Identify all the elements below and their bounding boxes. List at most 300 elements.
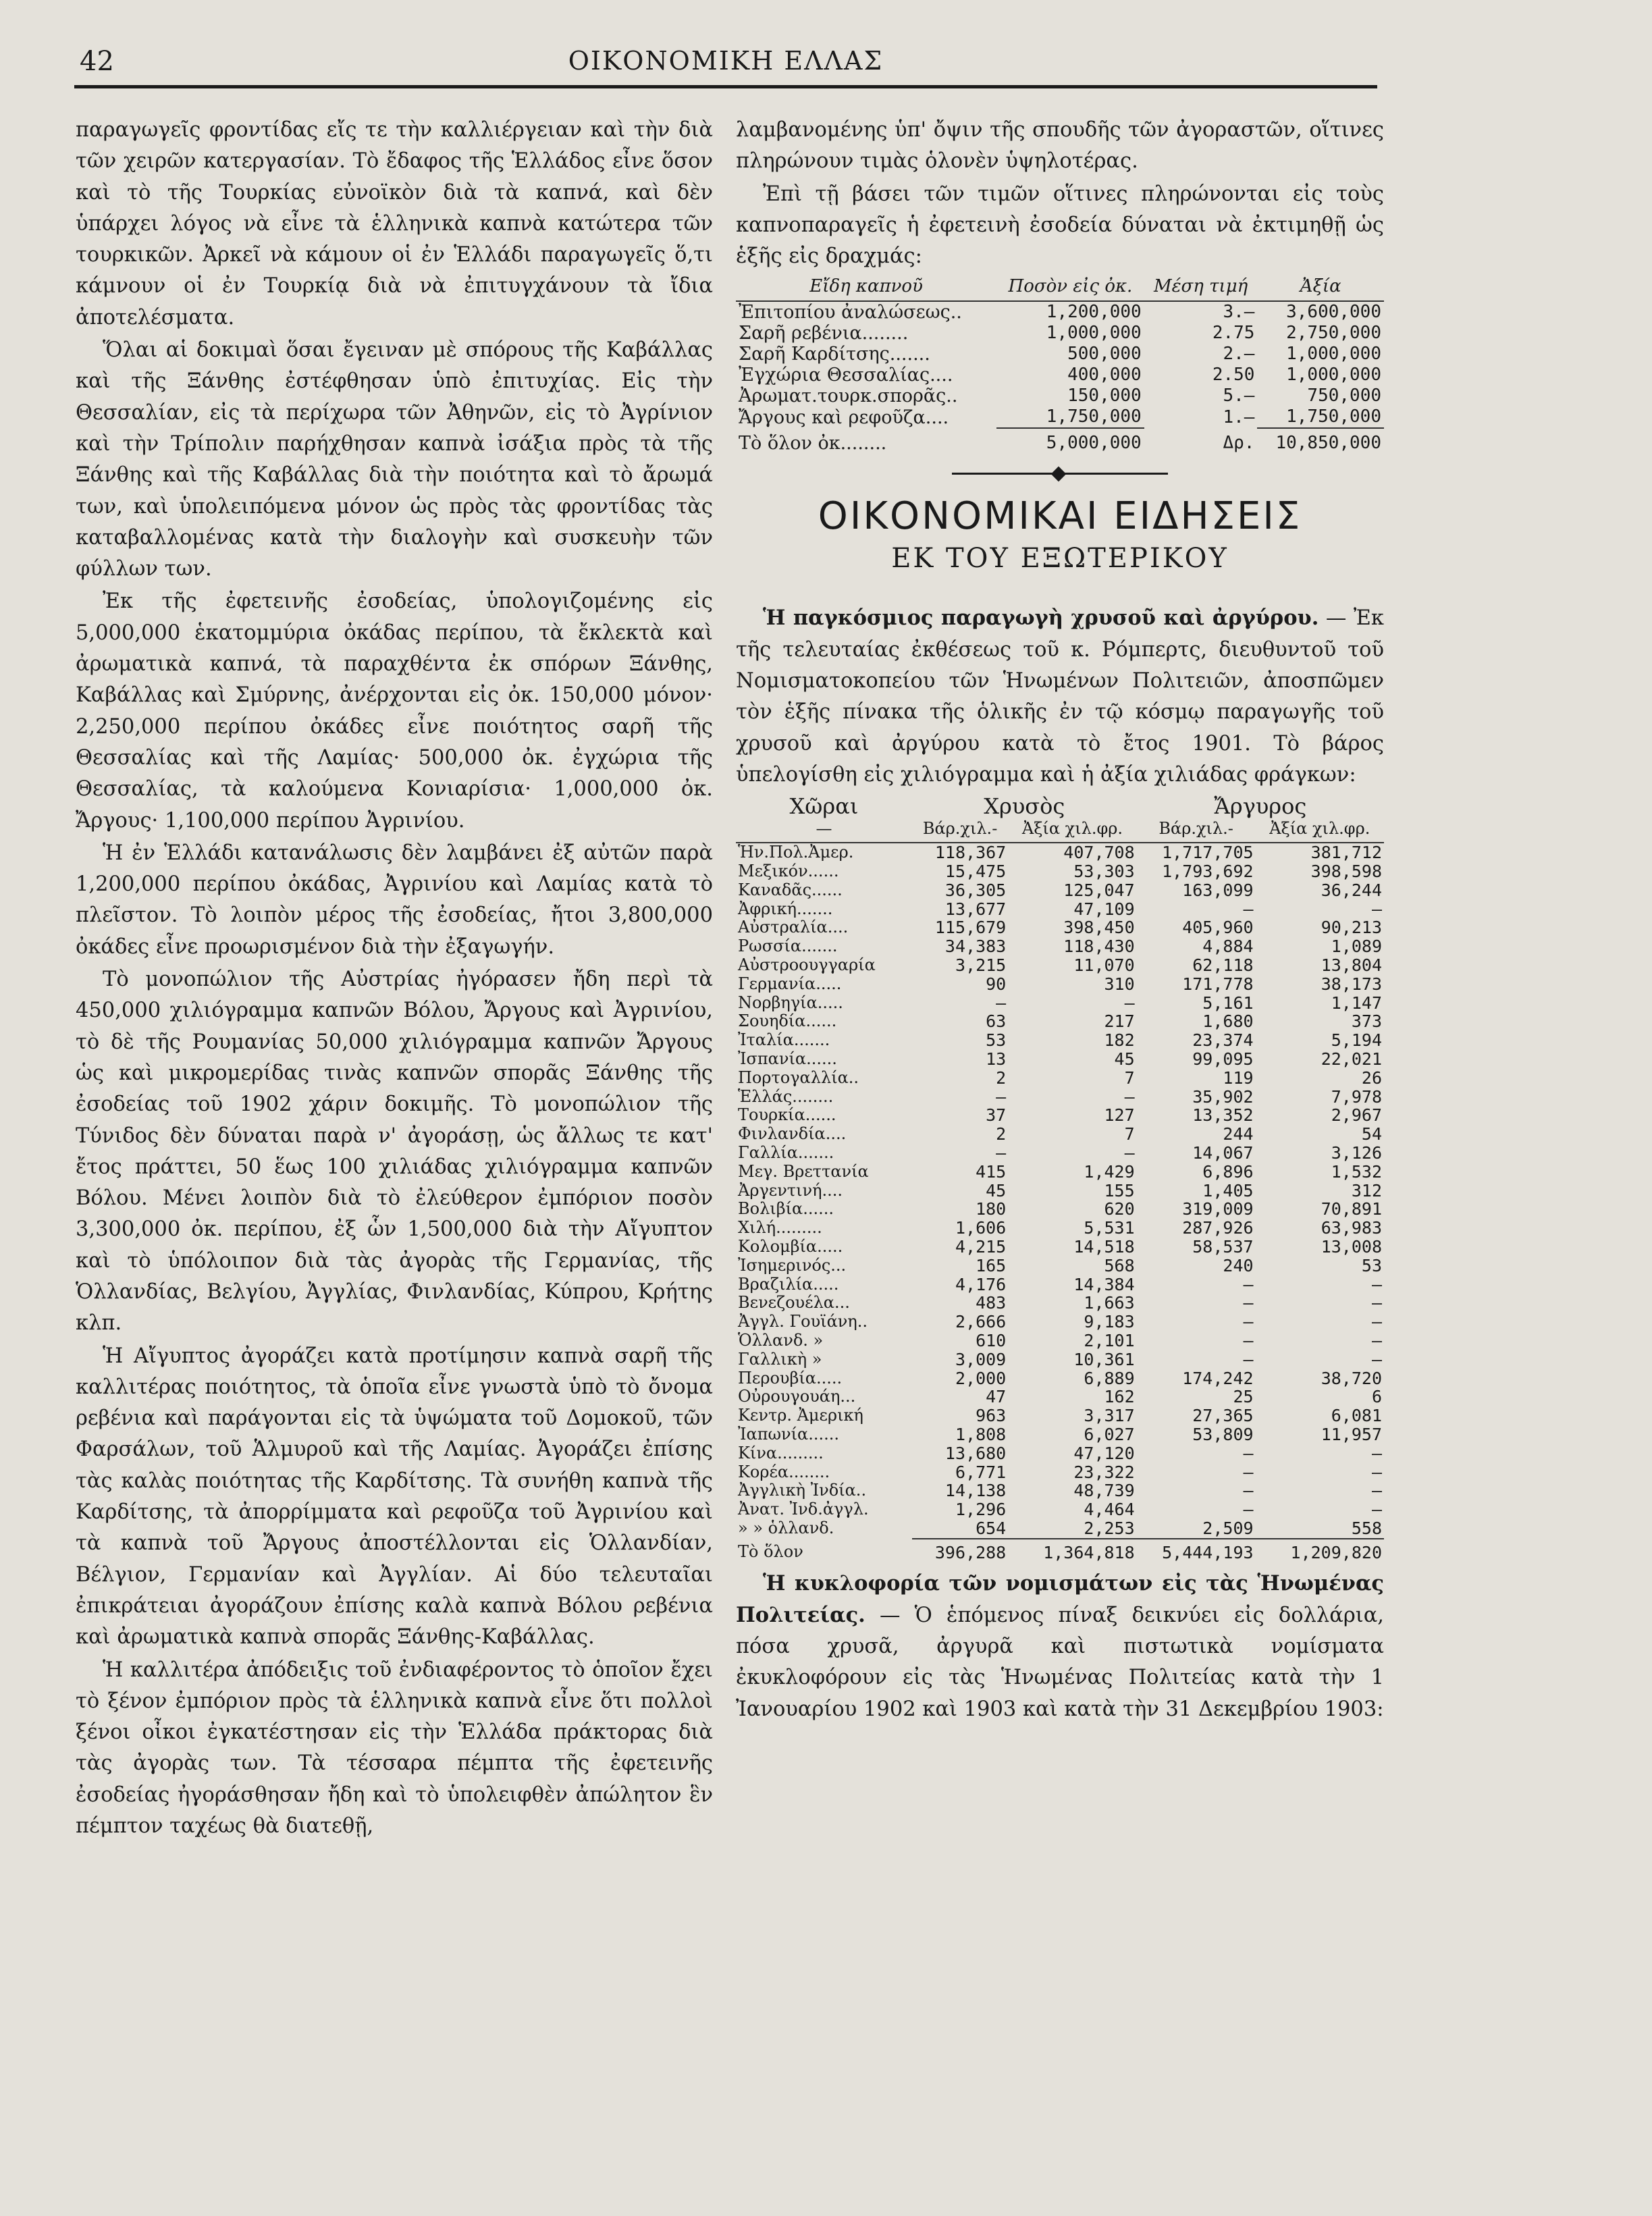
table-cell: 35,902 (1192, 1086, 1254, 1107)
table-cell: 118,430 (1063, 936, 1135, 957)
table-subheader: Ἀξία χιλ.φρ. (1256, 819, 1384, 843)
tobacco-kind: Ἄργους καὶ ρεφοῦζα.... (739, 406, 949, 428)
table-cell: — (1371, 1293, 1382, 1313)
table-row (736, 323, 1384, 344)
table-cell: 9,183 (1084, 1312, 1135, 1332)
table-cell: — (996, 1086, 1007, 1107)
country-name: Σουηδία...... (738, 1011, 837, 1031)
table-cell: 63 (986, 1011, 1007, 1032)
table-row (736, 1163, 1384, 1182)
table-cell: 180 (976, 1199, 1007, 1219)
table-cell: 125,047 (1063, 880, 1135, 900)
table-cell: 3,317 (1084, 1406, 1135, 1426)
total-prefix: Δρ. (1223, 432, 1255, 453)
table-cell: 163,099 (1182, 880, 1254, 900)
table-cell: 2 (996, 1067, 1007, 1088)
table-cell: 26 (1361, 1067, 1382, 1088)
table-cell: — (1243, 1274, 1254, 1294)
table-cell: 1,000,000 (1286, 365, 1381, 386)
table-row (736, 843, 1384, 862)
country-name: Περουβία..... (738, 1368, 843, 1388)
table-row (736, 1313, 1384, 1331)
table-row (736, 1069, 1384, 1088)
table-row (736, 386, 1384, 406)
table-cell: 4,176 (955, 1274, 1007, 1294)
table-cell: — (1124, 993, 1135, 1013)
table-row (736, 918, 1384, 937)
table-row (736, 881, 1384, 900)
table-cell: 119 (1223, 1067, 1254, 1088)
table-cell: 654 (976, 1518, 1007, 1538)
table-cell: 3,600,000 (1286, 302, 1381, 323)
total-cell: 1,209,820 (1256, 1539, 1384, 1562)
table-row (736, 1294, 1384, 1313)
table-cell: 1,429 (1084, 1161, 1135, 1182)
country-name: Αὐστραλία.... (738, 918, 849, 937)
table-cell: 23,374 (1192, 1030, 1254, 1051)
table-cell: 3,126 (1331, 1143, 1382, 1163)
table-cell: 13 (986, 1049, 1007, 1070)
paragraph: Ἐκ τῆς ἐφετεινῆς ἐσοδείας, ὑπολογιζομένης εἰς 5,000,000 ἑκατομμύρια ὀκάδας περίπου, τὰ ἔκλεκτὰ καὶ ἀρωματικὰ καπνά, τὰ παραχθέντα ἐκ σπόρων Ξάνθης, Καβάλλας καὶ Σμύρνης, ἀνέρχονται εἰς ὀκ. 150,000 μόνον· 2,250,000 περίπου ὀκάδες εἶνε ποιότητος σαρῆ τῆς Θεσσαλίας καὶ τῆς Λαμίας· 500,000 ὀκ. ἐγχώρια τῆς Θεσσαλίας, τὰ καλούμενα Κονιαρίσια· 1,000,000 ὀκ. Ἄργους· 1,100,000 περίπου Ἀγρινίου. (76, 589, 713, 833)
table-cell: 1,717,705 (1162, 843, 1254, 863)
table-cell: 63,983 (1321, 1218, 1382, 1238)
country-name: Ἀνατ. Ἰνδ.ἀγγλ. (738, 1500, 869, 1519)
table-cell: 174,242 (1182, 1368, 1254, 1388)
table-cell: 45 (986, 1180, 1007, 1201)
tobacco-kind: Σαρῆ ρεβένια........ (739, 323, 909, 344)
table-cell: 38,173 (1321, 974, 1382, 994)
table-cell: 610 (976, 1330, 1007, 1350)
article-gold-silver (736, 602, 1384, 791)
table-cell: 90 (986, 974, 1007, 994)
table-cell: 7,978 (1331, 1086, 1382, 1107)
total-label: Τὸ ὅλον (738, 1542, 803, 1562)
total-cell: 1,364,818 (1008, 1539, 1136, 1562)
country-name: Ἡν.Πολ.Ἀμερ. (738, 843, 854, 862)
country-name: Βολιβία...... (738, 1199, 834, 1219)
table-cell: — (1371, 1312, 1382, 1332)
table-cell: 319,009 (1182, 1199, 1254, 1219)
table-row (736, 406, 1384, 428)
article-title: Ἡ παγκόσμιος παραγωγὴ χρυσοῦ καὶ ἀργύρου. (763, 606, 1319, 631)
article-title: Ἡ κυκλοφορία τῶν νομισμάτων εἰς τὰς Ἡνωμένας Πολιτείας. (736, 1571, 1384, 1627)
table-cell: 14,138 (944, 1481, 1007, 1501)
table-cell: 1,750,000 (1286, 406, 1381, 427)
table-cell: 10,361 (1073, 1349, 1135, 1369)
table-subheader: Βάρ.χιλ.- (912, 819, 1008, 843)
table-row (736, 1481, 1384, 1500)
table-cell: 6 (1371, 1387, 1382, 1407)
table-cell: 47,109 (1073, 899, 1135, 919)
country-name: Ἰαπωνία...... (738, 1424, 840, 1444)
table-row (736, 937, 1384, 956)
country-name: Βενεζουέλα... (738, 1293, 850, 1313)
table-cell: 1.— (1223, 406, 1255, 427)
total-label: Τὸ ὅλον ὀκ........ (739, 432, 887, 454)
table-cell: 13,677 (944, 899, 1007, 919)
table-cell: 6,771 (955, 1462, 1007, 1482)
table-row (736, 1106, 1384, 1125)
paragraph: Τὸ μονοπώλιον τῆς Αὐστρίας ἠγόρασεν ἤδη περὶ τὰ 450,000 χιλιόγραμμα καπνῶν Βόλου, Ἄργους καὶ Ἀγρινίου, τὸ δὲ τῆς Ρουμανίας 50,000 χιλιόγραμμα καπνῶν Ἄργους ὡς καὶ μικρομερίδας τινὰς καπνῶν σπορᾶς Ξάνθης τῆς ἐσοδείας τοῦ 1902 χάριν δοκιμῆς. Τὸ μονοπώλιον τῆς Τύνιδος δὲν δύναται παρὰ ν' ἀγοράσῃ, ὡς ἄλλως τε κατ' ἔτος πράττει, 50 ἕως 100 χιλιάδας χιλιόγραμμα καπνῶν Βόλου. Μένει λοιπὸν διὰ τὸ ἐλεύθερον ἐμπόριον ποσὸν 3,300,000 ὀκ. περίπου, ἐξ ὧν 1,500,000 διὰ τὴν Αἴγυπτον καὶ τὸ ὑπόλοιπον διὰ τὰς ἀγορὰς τῆς Γερμανίας, τῆς Ὁλλανδίας, Βελγίου, Ἀγγλίας, Φινλανδίας, Κύπρου, Κρήτης κλπ. (76, 968, 713, 1336)
left-column (76, 115, 713, 1843)
country-name: Ἰσπανία...... (738, 1049, 837, 1069)
table-cell: 48,739 (1073, 1481, 1135, 1501)
table-row (736, 1012, 1384, 1031)
tobacco-value-table (736, 276, 1384, 454)
table-cell: 1,532 (1331, 1161, 1382, 1182)
table-cell: 1,147 (1331, 993, 1382, 1013)
table-row (736, 994, 1384, 1013)
country-name: Γερμανία..... (738, 974, 842, 993)
country-name: Ἀργεντινή.... (738, 1180, 843, 1200)
table-cell: 2,967 (1331, 1105, 1382, 1126)
table-cell: — (1371, 1500, 1382, 1520)
table-cell: — (1371, 1274, 1382, 1294)
table-cell: 2,509 (1202, 1518, 1254, 1538)
table-row (736, 1350, 1384, 1369)
table-cell: 36,305 (944, 880, 1007, 900)
table-row (736, 1238, 1384, 1257)
table-cell: 27,365 (1192, 1406, 1254, 1426)
table-cell: 34,383 (944, 936, 1007, 957)
table-cell: 2,666 (955, 1312, 1007, 1332)
table-cell: 5,531 (1084, 1218, 1135, 1238)
table-cell: 398,450 (1063, 918, 1135, 938)
table-cell: 1,793,692 (1162, 862, 1254, 882)
country-name: Γαλλία....... (738, 1143, 834, 1163)
table-cell: 2.— (1223, 344, 1255, 365)
table-cell: 1,200,000 (1046, 302, 1142, 323)
table-row (736, 1200, 1384, 1219)
country-name: Οὐρουγουάη... (738, 1387, 856, 1406)
country-name: Κεντρ. Ἀμερική (738, 1406, 863, 1425)
table-cell: 165 (976, 1255, 1007, 1275)
table-cell: 2.75 (1212, 323, 1255, 344)
table-row (736, 1031, 1384, 1050)
table-cell: 4,884 (1202, 936, 1254, 957)
table-header: Εἴδη καπνοῦ (736, 276, 996, 301)
table-total-row (736, 1539, 1384, 1562)
ornamental-divider (952, 467, 1168, 479)
table-cell: 500,000 (1067, 344, 1142, 365)
table-cell: 2,750,000 (1286, 323, 1381, 344)
article-body: — Ὁ ἑπόμενος πίναξ δεικνύει εἰς δολλάρια, πόσα χρυσᾶ, ἀργυρᾶ καὶ πιστωτικὰ νομίσματα ἐκυκλοφόρουν εἰς τὰς Ἡνωμένας Πολιτείας κατὰ τὴν 1 Ἰανουαρίου 1902 καὶ 1903 καὶ κατὰ τὴν 31 Δεκεμβρίου 1903: (736, 1603, 1384, 1721)
gold-silver-table (736, 793, 1384, 1562)
paragraph: Ὅλαι αἱ δοκιμαὶ ὅσαι ἔγειναν μὲ σπόρους τῆς Καβάλλας καὶ τῆς Ξάνθης ἐστέφθησαν ὑπὸ ἐπιτυχίας. Εἰς τὴν Θεσσαλίαν, εἰς τὰ περίχωρα τῶν Ἀθηνῶν, εἰς τὸ Ἀγρίνιον καὶ τὴν Τρίπολιν παρήχθησαν καπνὰ ἰσάξια πρὸς τὰ τῆς Ξάνθης καὶ τῆς Καβάλλας διὰ τὴν ποιότητα καὶ τὸ ἄρωμά των, καὶ ὑπολειπόμενα μόνον ὡς πρὸς τὰς φροντίδας τὰς καταβαλλομένας κατὰ τὴν διαλογὴν καὶ συσκευὴν τῶν φύλλων των. (76, 338, 713, 581)
table-cell: — (1243, 1293, 1254, 1313)
header-rule (74, 85, 1377, 88)
gold-table-body (736, 843, 1384, 1562)
table-cell: 2,101 (1084, 1330, 1135, 1350)
table-cell: 415 (976, 1161, 1007, 1182)
table-cell: — (1371, 1349, 1382, 1369)
country-name: Κολομβία..... (738, 1237, 843, 1256)
table-cell: 53,809 (1192, 1424, 1254, 1444)
table-row (736, 1125, 1384, 1144)
country-name: Ἑλλάς........ (738, 1086, 834, 1106)
table-row (736, 1144, 1384, 1163)
table-cell: 2,253 (1084, 1518, 1135, 1538)
table-row (736, 1519, 1384, 1539)
table-cell: 53,303 (1073, 862, 1135, 882)
table-cell: 373 (1351, 1011, 1382, 1032)
table-header: Χρυσὸς (984, 793, 1065, 820)
running-title: ΟΙΚΟΝΟΜΙΚΗ ΕΛΛΑΣ (568, 46, 884, 76)
table-subheader: Ἀξία χιλ.φρ. (1008, 819, 1136, 843)
table-cell: 963 (976, 1406, 1007, 1426)
table-row (736, 1257, 1384, 1275)
table-cell: 1,680 (1202, 1011, 1254, 1032)
table-cell: — (1243, 1462, 1254, 1482)
total-quantity: 5,000,000 (996, 428, 1144, 454)
table-cell: 11,070 (1073, 955, 1135, 976)
table-cell: — (1243, 1330, 1254, 1350)
table-cell: 14,518 (1073, 1237, 1135, 1257)
table-cell: 7 (1124, 1124, 1135, 1144)
table-cell: — (1243, 1500, 1254, 1520)
table-cell: 155 (1104, 1180, 1135, 1201)
table-cell: 171,778 (1182, 974, 1254, 994)
table-cell: 1,000,000 (1286, 344, 1381, 365)
table-cell: 182 (1104, 1030, 1135, 1051)
table-cell: 5,194 (1331, 1030, 1382, 1051)
table-cell: 483 (976, 1293, 1007, 1313)
country-name: Νορβηγία..... (738, 993, 843, 1012)
table-row (736, 1275, 1384, 1294)
table-row (736, 1088, 1384, 1107)
table-cell: 1,089 (1331, 936, 1382, 957)
table-cell: 750,000 (1307, 386, 1381, 406)
table-cell: 5.— (1223, 386, 1255, 406)
table-header: Ποσὸν εἰς ὀκ. (996, 276, 1144, 301)
table-cell: 244 (1223, 1124, 1254, 1144)
table-cell: 558 (1351, 1518, 1382, 1538)
paragraph: παραγωγεῖς φροντίδας εἴς τε τὴν καλλιέργειαν καὶ τὴν διὰ τῶν χειρῶν κατεργασίαν. Τὸ ἔδαφος τῆς Ἑλλάδος εἶνε ὅσον καὶ τὸ τῆς Τουρκίας εὐνοϊκὸν διὰ τὰ καπνά, καὶ δὲν ὑπάρχει λόγος νὰ εἶνε τὰ ἑλληνικὰ καπνὰ κατώτερα τῶν τουρκικῶν. Ἀρκεῖ νὰ κάμουν οἱ ἐν Ἑλλάδι παραγωγεῖς ὅ,τι κάμνουν οἱ ἐν Τουρκίᾳ διὰ νὰ ἐπιτυγχάνουν τὰ ἴδια ἀποτελέσματα. (76, 118, 713, 329)
table-cell: — (1243, 1443, 1254, 1463)
table-cell: 22,021 (1321, 1049, 1382, 1070)
country-name: Βραζιλία..... (738, 1274, 839, 1294)
paragraph: Ἡ καλλιτέρα ἀπόδειξις τοῦ ἐνδιαφέροντος τὸ ὁποῖον ἔχει τὸ ξένον ἐμπόριον πρὸς τὰ ἑλληνικὰ καπνὰ εἶνε ὅτι πολλοὶ ξένοι οἶκοι ἐγκατέστησαν εἰς τὴν Ἑλλάδα πράκτορας διὰ τὰς ἀγορὰς των. Τὰ τέσσαρα πέμπτα τῆς ἐφετεινῆς ἐσοδείας ἠγοράσθησαν ἤδη καὶ τὸ ὑπολειφθὲν ἀπώλητον ἓν πέμπτον ταχέως θὰ διατεθῇ, (76, 1658, 713, 1839)
table-cell: 13,008 (1321, 1237, 1382, 1257)
table-cell: 1,663 (1084, 1293, 1135, 1313)
table-row (736, 1369, 1384, 1388)
table-cell: 99,095 (1192, 1049, 1254, 1070)
page-number: 42 (80, 46, 114, 77)
country-name: Ἰσημερινός... (738, 1255, 847, 1275)
table-cell: — (1371, 1462, 1382, 1482)
country-name: Μεξικόν...... (738, 862, 839, 881)
table-cell: 7 (1124, 1067, 1135, 1088)
table-row (736, 1500, 1384, 1519)
tobacco-kind: Σαρῆ Καρδίτσης....... (739, 344, 930, 365)
divider-diamond (1051, 467, 1067, 482)
table-cell: 3.— (1223, 302, 1255, 323)
table-row (736, 956, 1384, 975)
table-header: Ἀξία (1257, 276, 1384, 301)
table-cell: — (1371, 1330, 1382, 1350)
table-cell: — (1243, 899, 1254, 919)
table-cell: 47 (986, 1387, 1007, 1407)
table-cell: 400,000 (1067, 365, 1142, 386)
table-cell: 240 (1223, 1255, 1254, 1275)
table-cell: 13,804 (1321, 955, 1382, 976)
country-name: Ἀφρική....... (738, 899, 833, 918)
article-currency (736, 1568, 1384, 1725)
paragraph: λαμβανομένης ὑπ' ὄψιν τῆς σπουδῆς τῶν ἀγοραστῶν, οἵτινες πληρώνουν τιμὰς ὁλονὲν ὑψηλοτέρας. (736, 118, 1384, 174)
table-cell: 53 (1361, 1255, 1382, 1275)
table-subheader: — (736, 819, 912, 843)
tobacco-kind: Ἐγχώρια Θεσσαλίας.... (739, 365, 953, 386)
country-name: Τουρκία...... (738, 1105, 836, 1125)
table-cell: 23,322 (1073, 1462, 1135, 1482)
table-cell: — (1243, 1312, 1254, 1332)
table-cell: 381,712 (1310, 843, 1382, 863)
country-name: Ἀγγλ. Γουϊάνη.. (738, 1312, 868, 1331)
table-cell: 6,889 (1084, 1368, 1135, 1388)
country-name: Πορτογαλλία.. (738, 1067, 859, 1087)
table-total-row (736, 428, 1384, 454)
table-cell: 14,384 (1073, 1274, 1135, 1294)
table-subheader: Βάρ.χιλ.- (1137, 819, 1256, 843)
total-value: 10,850,000 (1257, 428, 1384, 454)
table-row (736, 975, 1384, 994)
table-cell: 54 (1361, 1124, 1382, 1144)
paragraph: Ἐπὶ τῇ βάσει τῶν τιμῶν οἵτινες πληρώνονται εἰς τοὺς καπνοπαραγεῖς ἡ ἐφετεινὴ ἐσοδεία δύναται νὰ ἐκτιμηθῇ ὡς ἑξῆς εἰς δραχμάς: (736, 182, 1384, 269)
country-name: Ρωσσία....... (738, 936, 838, 956)
table-row (736, 1406, 1384, 1425)
table-row (736, 365, 1384, 386)
table-cell: 1,296 (955, 1500, 1007, 1520)
table-cell: 4,215 (955, 1237, 1007, 1257)
table-cell: 118,367 (934, 843, 1007, 863)
table-cell: 5,161 (1202, 993, 1254, 1013)
table-cell: — (1371, 1443, 1382, 1463)
table-cell: 287,926 (1182, 1218, 1254, 1238)
table-row (736, 1444, 1384, 1463)
table-cell: 407,708 (1063, 843, 1135, 863)
table-cell: 1,606 (955, 1218, 1007, 1238)
country-name: Χιλή......... (738, 1218, 822, 1238)
table-cell: — (1243, 1481, 1254, 1501)
table-cell: 3,215 (955, 955, 1007, 976)
table-header: Χῶραι (789, 793, 859, 820)
section-subtitle: ΕΚ ΤΟΥ ΕΞΩΤΕΡΙΚΟΥ (891, 543, 1229, 575)
table-cell: — (1243, 1349, 1254, 1369)
table-cell: — (1124, 1143, 1135, 1163)
country-name: Γαλλικὴ » (738, 1349, 822, 1369)
section-title: ΟΙΚΟΝΟΜΙΚΑΙ ΕΙΔΗΣΕΙΣ (818, 494, 1302, 539)
table-cell: 36,244 (1321, 880, 1382, 900)
country-name: Καναδᾶς...... (738, 880, 843, 899)
country-name: Μεγ. Βρεττανία (738, 1161, 869, 1181)
table-cell: 38,720 (1321, 1368, 1382, 1388)
table-cell: 6,896 (1202, 1161, 1254, 1182)
table-cell: 2 (996, 1124, 1007, 1144)
table-cell: 568 (1104, 1255, 1135, 1275)
table-cell: 11,957 (1321, 1424, 1382, 1444)
table-cell: 53 (986, 1030, 1007, 1051)
table-cell: — (1124, 1086, 1135, 1107)
country-name: Ὁλλανδ. » (738, 1330, 824, 1350)
paragraph: Ἡ Αἴγυπτος ἀγοράζει κατὰ προτίμησιν καπνὰ σαρῆ τῆς καλλιτέρας ποιότητος, τὰ ὁποῖα εἶνε γνωστὰ ὑπὸ τὸ ὄνομα ρεβένια καὶ παράγονται εἰς τὰ ὑψώματα τοῦ Δομοκοῦ, τῶν Φαρσάλων, τοῦ Ἁλμυροῦ καὶ τῆς Λαμίας. Ἀγοράζει ἐπίσης τὰς καλὰς ποιότητας τῆς Καρδίτσης. Τὰ συνήθη καπνὰ τῆς Καρδίτσης, τὰ ἀπορρίμματα καὶ ρεφοῦζα τοῦ Ἀγρινίου καὶ τὰ καπνὰ τοῦ Ἄργους ἀποστέλλονται εἰς Ὁλλανδίαν, Βέλγιον, Γερμανίαν καὶ Ἀγγλίαν. Αἱ δύο τελευταῖαι ἐπικράτειαι ἀγοράζουν ἐπίσης καλὰ καπνὰ Βόλου ρεβένια καὶ ἀρωματικὰ καπνὰ σπορᾶς Ξάνθης-Καβάλλας. (76, 1344, 713, 1650)
table-cell: 1,405 (1202, 1180, 1254, 1201)
table-cell: 37 (986, 1105, 1007, 1126)
table-cell: 13,352 (1192, 1105, 1254, 1126)
table-cell: 1,000,000 (1046, 323, 1142, 344)
table-header: Μέση τιμή (1144, 276, 1258, 301)
total-cell: 396,288 (912, 1539, 1008, 1562)
table-cell: 90,213 (1321, 918, 1382, 938)
table-row (736, 1182, 1384, 1201)
table-cell: 13,680 (944, 1443, 1007, 1463)
table-cell: 14,067 (1192, 1143, 1254, 1163)
article-body: — Ἐκ τῆς τελευταίας ἐκθέσεως τοῦ κ. Ρόμπερτς, διευθυντοῦ τοῦ Νομισματοκοπείου τῶν Ἡνωμένων Πολιτειῶν, ἀποσπῶμεν τὸν ἑξῆς πίνακα τῆς ὁλικῆς ἐν τῷ κόσμῳ παραγωγῆς τοῦ χρυσοῦ καὶ ἀργύρου κατὰ τὸ ἔτος 1901. Τὸ βάρος ὑπελογίσθη εἰς χιλιόγραμμα καὶ ἡ ἀξία χιλιάδας φράγκων: (736, 606, 1384, 787)
table-row (736, 1388, 1384, 1406)
table-header: Ἄργυρος (1214, 793, 1307, 820)
table-cell: — (996, 993, 1007, 1013)
table-cell: 127 (1104, 1105, 1135, 1126)
table-cell: 2.50 (1212, 365, 1255, 386)
table-cell: 405,960 (1182, 918, 1254, 938)
country-name: Ἰταλία....... (738, 1030, 830, 1050)
table-row (736, 900, 1384, 919)
total-cell: 5,444,193 (1137, 1539, 1256, 1562)
table-cell: 3,009 (955, 1349, 1007, 1369)
table-cell: 1,808 (955, 1424, 1007, 1444)
table-cell: 398,598 (1310, 862, 1382, 882)
table-cell: 6,027 (1084, 1424, 1135, 1444)
table-cell: 4,464 (1084, 1500, 1135, 1520)
tobacco-kind: Ἐπιτοπίου ἀναλώσεως.. (739, 302, 962, 323)
table-row (736, 1331, 1384, 1350)
table-row (736, 344, 1384, 365)
table-cell: — (1371, 1481, 1382, 1501)
table-row (736, 301, 1384, 323)
country-name: Ἀγγλικὴ Ἰνδία.. (738, 1481, 867, 1500)
country-name: Φινλανδία.... (738, 1124, 847, 1144)
table-cell: 47,120 (1073, 1443, 1135, 1463)
table-cell: 312 (1351, 1180, 1382, 1201)
table-row (736, 862, 1384, 881)
table-cell: — (1371, 899, 1382, 919)
country-name: » » ὁλλανδ. (738, 1519, 834, 1538)
table-row (736, 1219, 1384, 1238)
table-cell: 115,679 (934, 918, 1007, 938)
table-cell: 62,118 (1192, 955, 1254, 976)
paragraph: Ἡ ἐν Ἑλλάδι κατανάλωσις δὲν λαμβάνει ἐξ αὐτῶν παρὰ 1,200,000 περίπου ὀκάδας, Ἀγρινίου καὶ Λαμίας κατὰ τὸ πλεῖστον. Τὸ λοιπὸν μέρος τῆς ἐσοδείας, ἤτοι 3,800,000 ὀκάδες εἶνε προωρισμένον διὰ τὴν ἐξαγωγήν. (76, 841, 713, 959)
table-cell: 1,750,000 (1046, 406, 1142, 427)
table-cell: 6,081 (1331, 1406, 1382, 1426)
table-row (736, 1463, 1384, 1482)
country-name: Κορέα........ (738, 1462, 830, 1481)
table-cell: 70,891 (1321, 1199, 1382, 1219)
right-column (736, 115, 1384, 1726)
table-row (736, 1050, 1384, 1069)
tobacco-table-body (736, 301, 1384, 454)
table-cell: 150,000 (1067, 386, 1142, 406)
table-cell: 162 (1104, 1387, 1135, 1407)
table-cell: 2,000 (955, 1368, 1007, 1388)
table-cell: 310 (1104, 974, 1135, 994)
table-cell: — (996, 1143, 1007, 1163)
table-cell: 15,475 (944, 862, 1007, 882)
table-cell: 45 (1114, 1049, 1135, 1070)
table-row (736, 1425, 1384, 1444)
table-cell: 620 (1104, 1199, 1135, 1219)
page-header (74, 42, 1377, 89)
country-name: Κίνα......... (738, 1443, 824, 1462)
country-name: Αὐστροουγγαρία (738, 955, 876, 975)
